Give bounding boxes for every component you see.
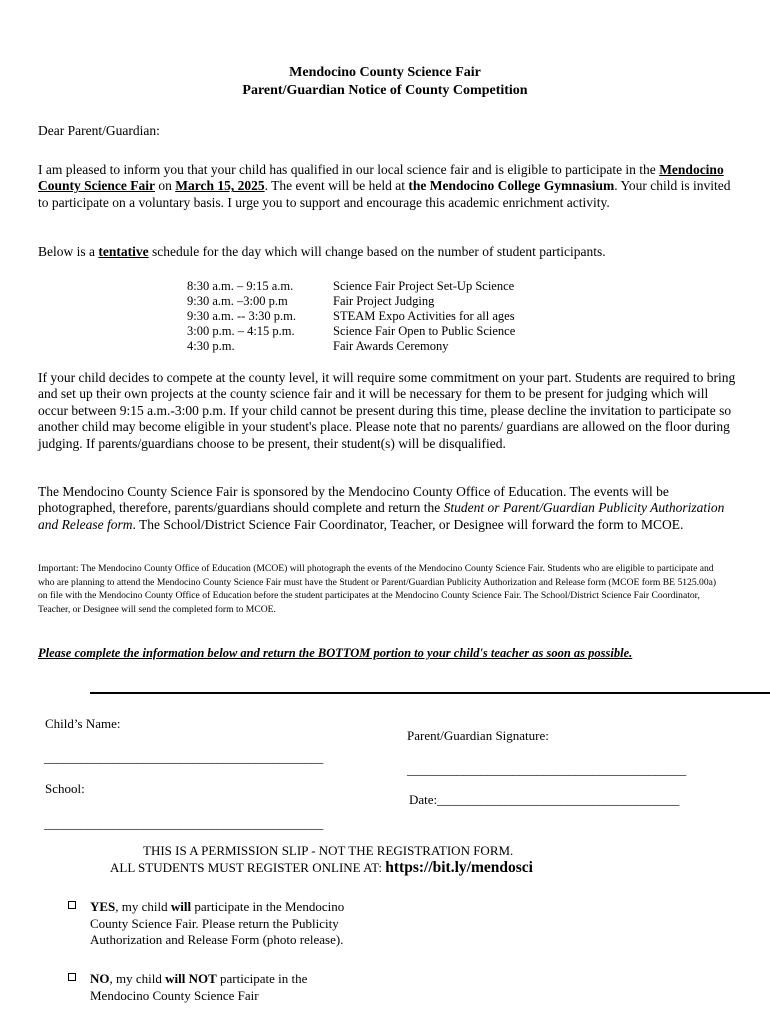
salutation: Dear Parent/Guardian: bbox=[38, 123, 160, 138]
date-label: Date: bbox=[409, 792, 438, 807]
compete-paragraph: If your child decides to compete at the county level, it will require some commitment on your part. Students are required to bring and set up their own projects at the county science fair and it will be necessary for them to be present for judging which will occur between 9:15 a.m.-3:00 p.m. If your child cannot be present during this time, please decline the invitation to participate so another child may become eligible in your student's place. Please note that no parents/ guardians are allowed on the floor during judging. If parents/guardians choose to be present, their student(s) will be disqualified. bbox=[38, 370, 736, 451]
schedule-intro: Below is a tentative schedule for the day which will change based on the number of student participants. bbox=[38, 244, 606, 259]
cut-line bbox=[90, 692, 770, 694]
return-instruction: Please complete the information below and return the BOTTOM portion to your child's teacher as soon as possible. bbox=[38, 646, 633, 660]
signature-field[interactable]: _____________________________________________ bbox=[407, 762, 687, 777]
register-online-notice: ALL STUDENTS MUST REGISTER ONLINE AT: https://bit.ly/mendosci bbox=[110, 859, 533, 876]
no-checkbox[interactable] bbox=[68, 973, 76, 981]
date-field[interactable]: Date:_______________________________________ bbox=[409, 792, 679, 807]
signature-label: Parent/Guardian Signature: bbox=[407, 728, 549, 743]
release-form-name: Student or Parent/Guardian Publicity Authorization and Release form bbox=[38, 500, 725, 532]
school-field[interactable]: _____________________________________________ bbox=[44, 816, 324, 831]
sponsor-paragraph: The Mendocino County Science Fair is sponsored by the Mendocino County Office of Education. The events will be photographed, therefore, parents/guardians should complete and return the Student or Parent/Guardian Publicity Authorization and Release form. The School/District Science Fair Coordinator, Teacher, or Designee will forward the form to MCOE. bbox=[38, 484, 725, 532]
no-option[interactable]: NO, my child will NOT participate in the Mendocino County Science Fair bbox=[68, 971, 388, 1007]
school-label: School: bbox=[45, 781, 85, 796]
tentative-word: tentative bbox=[98, 244, 149, 259]
child-name-label: Child’s Name: bbox=[45, 716, 121, 731]
schedule-times: 8:30 a.m. – 9:15 a.m. 9:30 a.m. –3:00 p.m 9:30 a.m. -- 3:30 p.m. 3:00 p.m. – 4:15 p.m. 4:30 p.m. bbox=[187, 279, 297, 353]
child-name-field[interactable]: _____________________________________________ bbox=[44, 750, 324, 765]
event-venue: the Mendocino College Gymnasium bbox=[408, 178, 615, 194]
yes-option[interactable]: YES, my child will participate in the Mendocino County Science Fair. Please return the Publicity Authorization and Release Form (photo release). bbox=[68, 899, 388, 951]
fair-name: Mendocino County Science Fair bbox=[38, 162, 724, 194]
document-subtitle: Parent/Guardian Notice of County Competition bbox=[242, 83, 528, 98]
registration-link[interactable]: https://bit.ly/mendosci bbox=[385, 859, 533, 876]
schedule-events: Science Fair Project Set-Up Science Fair Project Judging STEAM Expo Activities for all ages Science Fair Open to Public Science Fair Awards Ceremony bbox=[333, 279, 516, 353]
event-date: March 15, 2025 bbox=[175, 178, 265, 194]
permission-slip-notice: THIS IS A PERMISSION SLIP - NOT THE REGISTRATION FORM. bbox=[143, 843, 514, 858]
yes-checkbox[interactable] bbox=[68, 901, 76, 909]
intro-paragraph: I am pleased to inform you that your child has qualified in our local science fair and is eligible to participate in the Mendocino County Science Fair on March 15, 2025. The event will be held at the Mendocino College Gymnasium. Your child is invited to participate on a voluntary basis. I urge you to support and encourage this academic enrichment activity. bbox=[38, 162, 731, 210]
document-title: Mendocino County Science Fair bbox=[289, 65, 481, 80]
important-note: Important: The Mendocino County Office of Education (MCOE) will photograph the events of the Mendocino County Science Fair. Students who are eligible to participate and who are planning to attend the Mendocino County Science Fair must have the Student or Parent/Guardian Publicity Authorization and Release form (MCOE form BE 5125.00a) on file with the Mendocino County Office of Education before the student participates at the Mendocino County Science Fair. The School/District Science Fair Coordinator, Teacher, or Designee will send the completed form to MCOE. bbox=[38, 563, 717, 616]
